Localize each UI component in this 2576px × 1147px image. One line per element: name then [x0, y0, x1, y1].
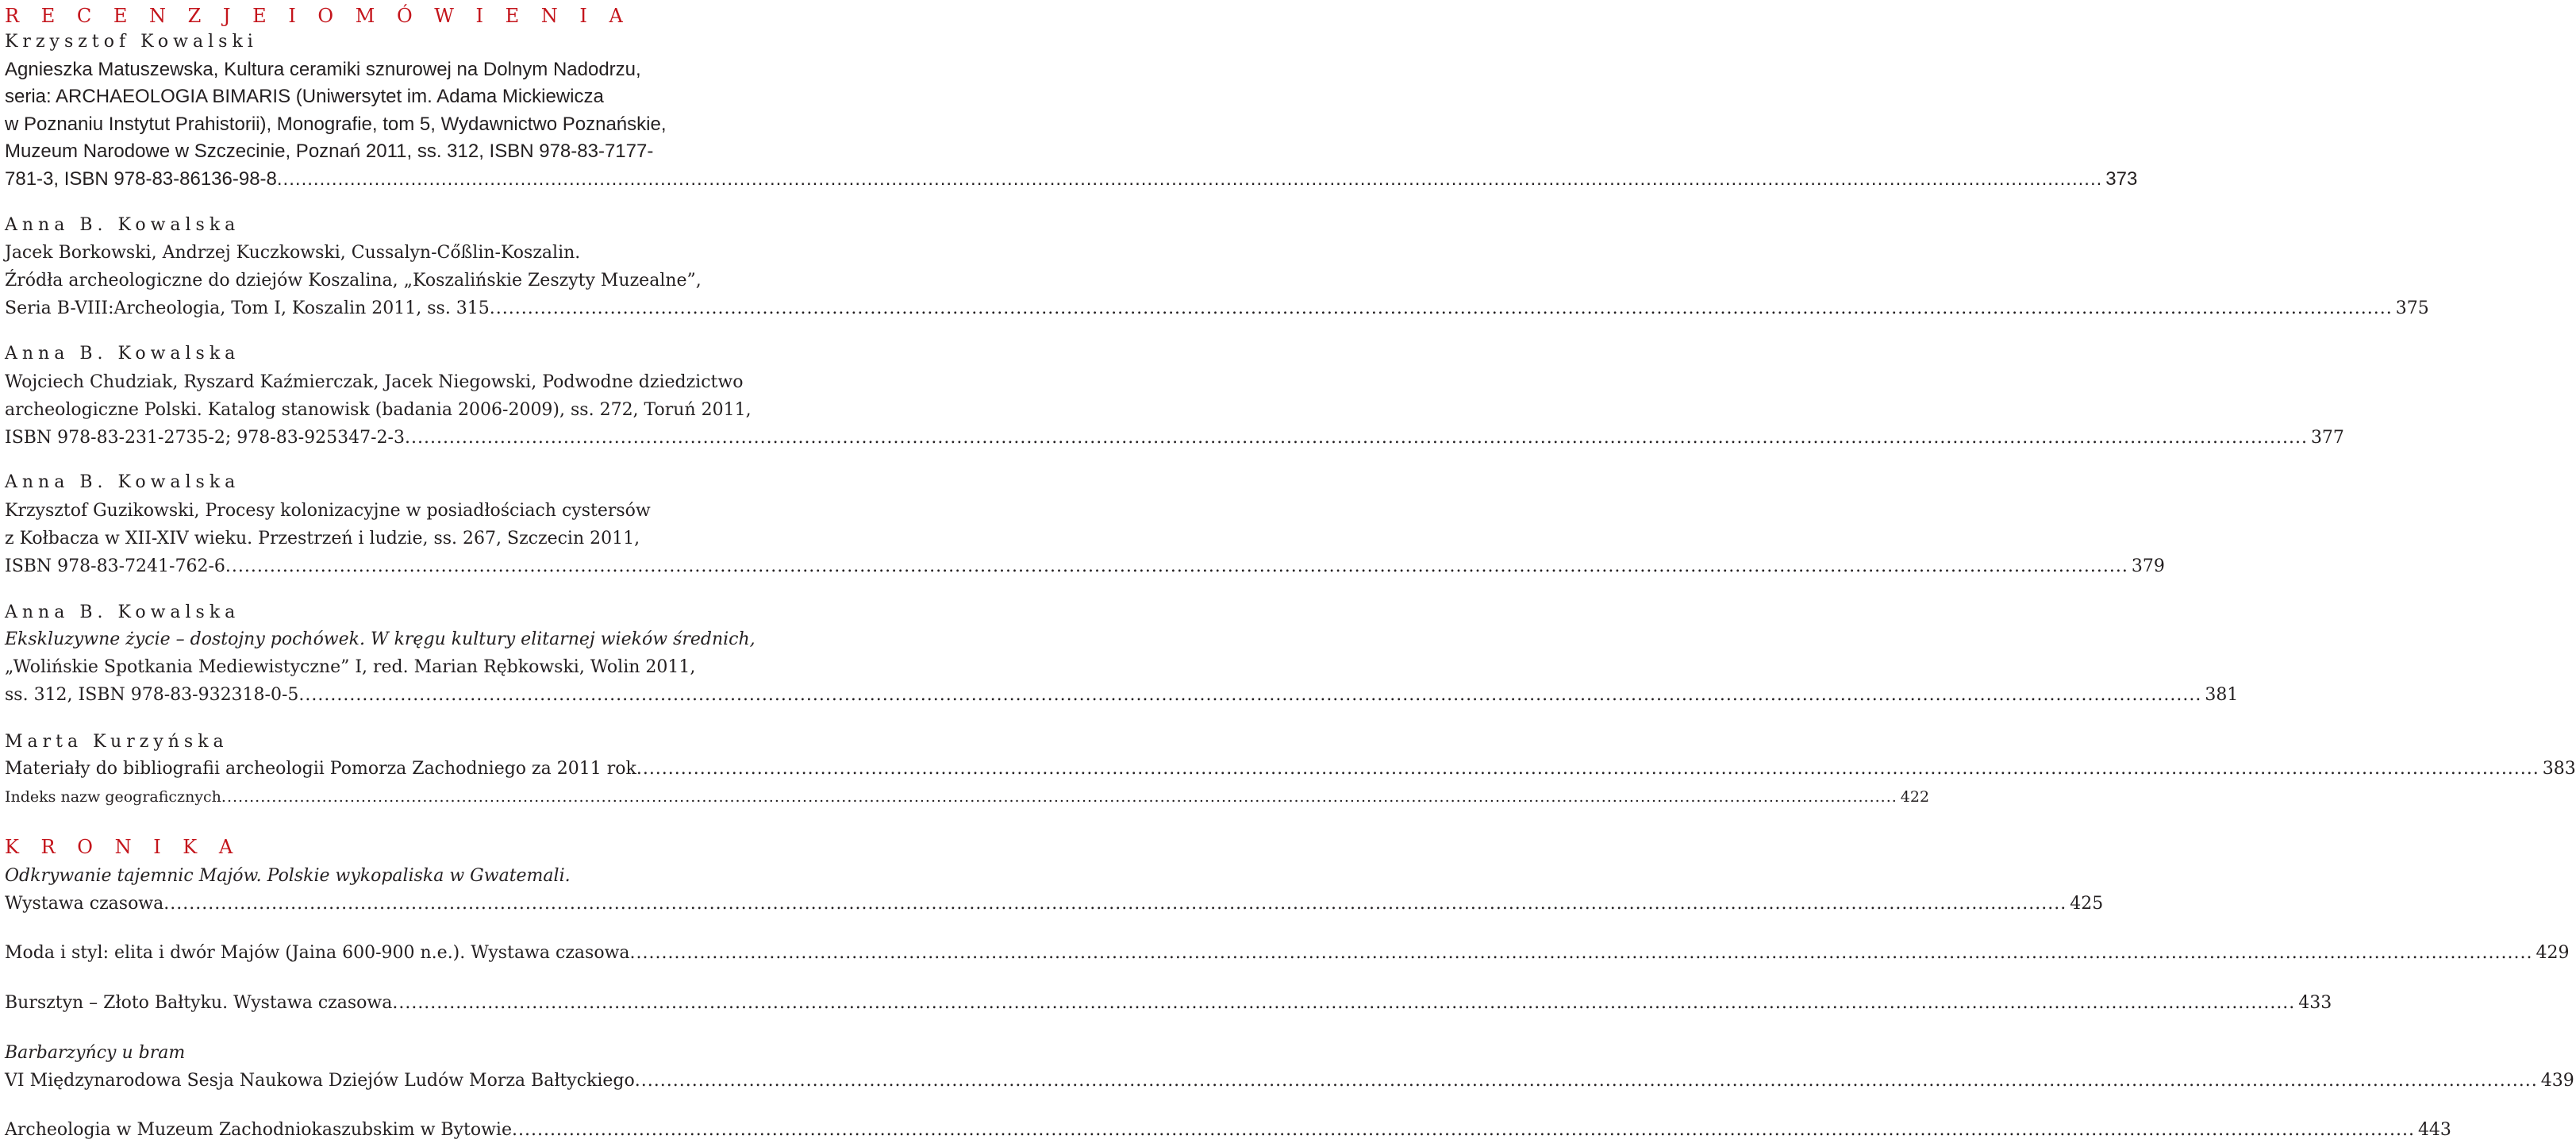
entry-author: Krzysztof Kowalski	[5, 32, 258, 52]
entry-leader-line	[5, 165, 2138, 194]
entry-line: Odkrywanie tajemnic Majów. Polskie wykopaliska w Gwatemali.	[5, 866, 571, 886]
entry-author: Anna B. Kowalska	[5, 215, 240, 235]
entry-line: ISBN 978-83-231-2735-2; 978-83-925347-2-3	[5, 428, 405, 448]
dot-leader: ............................................................................................................................................................................................................................................................................................................	[511, 1120, 2415, 1140]
entry-line: Materiały do bibliografii archeologii Pomorza Zachodniego za 2011 rok	[5, 759, 636, 779]
entry-line: Agnieszka Matuszewska, Kultura ceramiki sznurowej na Dolnym Nadodrzu,	[5, 59, 641, 80]
entry-line: Archeologia w Muzeum Zachodniokaszubskim w Bytowie	[5, 1120, 512, 1140]
entry-leader-line	[5, 755, 2576, 783]
entry-line: Źródła archeologiczne do dziejów Koszalina, „Koszalińskie Zeszyty Muzealne”,	[5, 271, 702, 291]
dot-leader: ............................................................................................................................................................................................................................................................................................................	[298, 685, 2202, 705]
entry-line: „Wolińskie Spotkania Mediewistyczne” I, red. Marian Rębkowski, Wolin 2011,	[5, 657, 696, 677]
page-number: 381	[2205, 685, 2239, 705]
index-label: Indeks nazw geograficznych	[5, 788, 221, 806]
entry-author: Anna B. Kowalska	[5, 472, 240, 492]
dot-leader: ............................................................................................................................................................................................................................................................................................................	[629, 943, 2533, 963]
entry-line: Wojciech Chudziak, Ryszard Kaźmierczak, Jacek Niegowski, Podwodne dziedzictwo	[5, 372, 744, 392]
entry-line: Bursztyn – Złoto Bałtyku. Wystawa czasowa	[5, 993, 393, 1013]
entry-line: seria: ARCHAEOLOGIA BIMARIS (Uniwersytet im. Adama Mickiewicza	[5, 86, 604, 107]
entry-line: Krzysztof Guzikowski, Procesy kolonizacyjne w posiadłościach cystersów	[5, 501, 651, 521]
entry-author: Marta Kurzyńska	[5, 732, 229, 752]
section-heading-chronicle: K R O N I K A	[5, 836, 241, 858]
page-number: 375	[2395, 298, 2429, 318]
entry-line: Jacek Borkowski, Andrzej Kuczkowski, Cussalyn-Cőßlin-Koszalin.	[5, 243, 581, 263]
dot-leader: ............................................................................................................................................................................................................................................................................................................	[489, 298, 2393, 318]
dot-leader: ............................................................................................................................................................................................................................................................................................................	[221, 788, 1897, 806]
dot-leader: ............................................................................................................................................................................................................................................................................................................	[636, 759, 2539, 779]
page-number: 439	[2540, 1071, 2574, 1091]
page-number: 379	[2131, 556, 2165, 576]
entry-leader-line	[5, 424, 2344, 452]
page-number: 373	[2105, 168, 2138, 190]
dot-leader: ............................................................................................................................................................................................................................................................................................................	[392, 993, 2296, 1013]
entry-line: VI Międzynarodowa Sesja Naukowa Dziejów Ludów Morza Bałtyckiego	[5, 1071, 635, 1091]
entry-author: Anna B. Kowalska	[5, 602, 240, 622]
section-heading-reviews: R E C E N Z J E I O M Ó W I E N I A	[5, 5, 631, 27]
entry-leader-line	[5, 681, 2239, 710]
page-number: 429	[2536, 943, 2570, 963]
entry-line: Seria B-VIII:Archeologia, Tom I, Koszalin 2011, ss. 315	[5, 298, 490, 318]
entry-author: Anna B. Kowalska	[5, 344, 240, 364]
entry-line: ISBN 978-83-7241-762-6	[5, 556, 225, 576]
entry-leader-line	[5, 1116, 2451, 1145]
entry-line: Moda i styl: elita i dwór Majów (Jaina 600-900 n.e.). Wystawa czasowa	[5, 943, 630, 963]
entry-line: ss. 312, ISBN 978-83-932318-0-5	[5, 685, 299, 705]
entry-leader-line	[5, 1067, 2574, 1095]
page-number: 433	[2298, 993, 2332, 1013]
entry-line: Muzeum Narodowe w Szczecinie, Poznań 2011, ss. 312, ISBN 978-83-7177-	[5, 140, 654, 162]
entry-line: Ekskluzywne życie – dostojny pochówek. W kręgu kultury elitarnej wieków średnich,	[5, 629, 755, 649]
page-number: 422	[1900, 788, 1930, 806]
dot-leader: ............................................................................................................................................................................................................................................................................................................	[225, 556, 2128, 576]
index-leader-line	[5, 783, 1930, 811]
page-number: 377	[2310, 428, 2344, 448]
entry-leader-line	[5, 890, 2104, 918]
entry-leader-line	[5, 552, 2165, 581]
entry-line: archeologiczne Polski. Katalog stanowisk (badania 2006-2009), ss. 272, Toruń 2011,	[5, 400, 752, 420]
dot-leader: ............................................................................................................................................................................................................................................................................................................	[276, 168, 2103, 190]
entry-leader-line	[5, 939, 2570, 968]
page-number: 425	[2070, 894, 2104, 914]
page-number: 383	[2542, 759, 2576, 779]
dot-leader: ............................................................................................................................................................................................................................................................................................................	[634, 1071, 2538, 1091]
entry-leader-line	[5, 989, 2332, 1018]
entry-line: 781-3, ISBN 978-83-86136-98-8	[5, 168, 277, 190]
entry-line: w Poznaniu Instytut Prahistorii), Monografie, tom 5, Wydawnictwo Poznańskie,	[5, 114, 667, 135]
entry-line: Barbarzyńcy u bram	[5, 1043, 186, 1063]
entry-line: z Kołbacza w XII-XIV wieku. Przestrzeń i ludzie, ss. 267, Szczecin 2011,	[5, 529, 640, 548]
page-number: 443	[2417, 1120, 2451, 1140]
dot-leader: ............................................................................................................................................................................................................................................................................................................	[163, 894, 2067, 914]
dot-leader: ............................................................................................................................................................................................................................................................................................................	[404, 428, 2308, 448]
entry-line: Wystawa czasowa	[5, 894, 164, 914]
entry-leader-line	[5, 294, 2429, 323]
